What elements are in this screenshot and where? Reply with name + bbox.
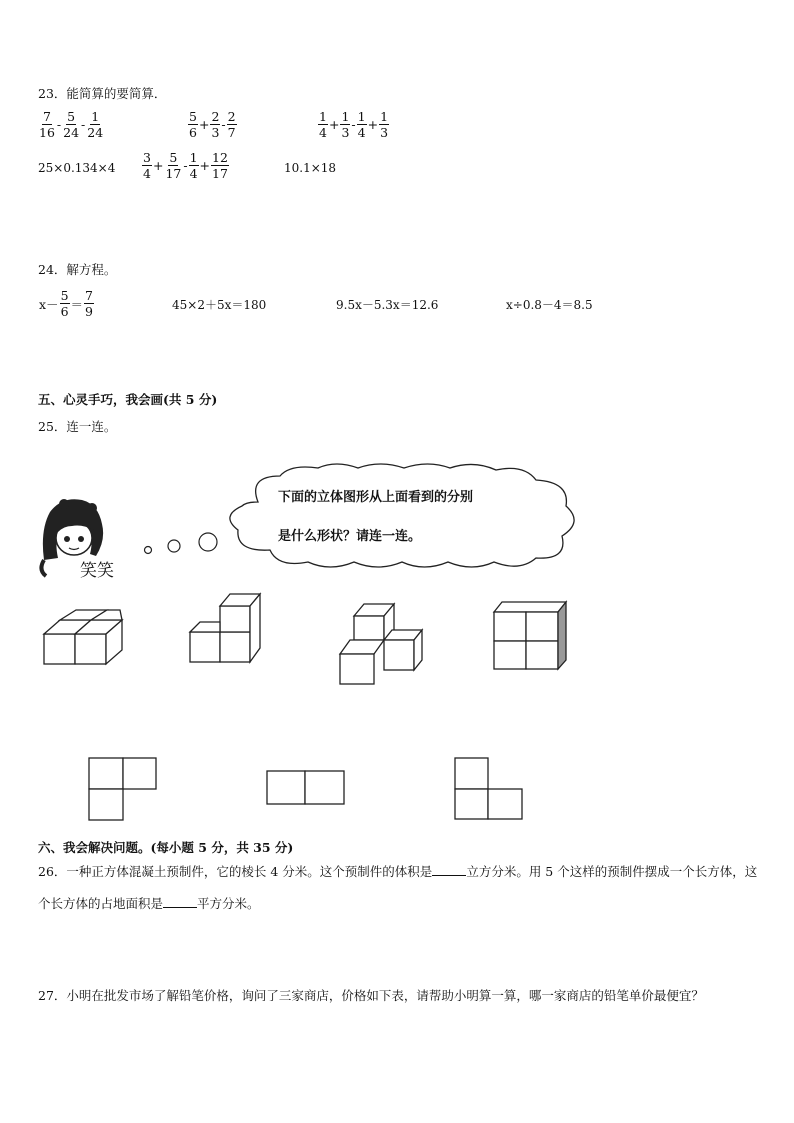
- q25-title: 25．连一连。: [38, 419, 117, 434]
- q23-expr-2: $\frac{5}{6}$ + $\frac{2}{3}$ - $\frac{2}{7}$: [189, 109, 236, 140]
- q24-title: 24．解方程。: [38, 262, 117, 277]
- solid-figure-4: [488, 598, 572, 674]
- thought-bubbles: [138, 528, 222, 558]
- cloud-text-line-1: 下面的立体图形从上面看到的分别: [278, 490, 474, 505]
- thought-cloud: [218, 462, 582, 570]
- section6-title: 六、我会解决问题。(每小题 5 分，共 35 分): [38, 840, 294, 855]
- q27-text: 27．小明在批发市场了解铅笔价格，询问了三家商店，价格如下表，请帮助小明算一算，哪一家商店的铅笔单价最便宜？: [38, 988, 704, 1003]
- section5-title: 五、心灵手巧，我会画(共 5 分): [38, 392, 218, 407]
- solid-figure-1: [40, 590, 130, 670]
- q23-expr-5: $\frac{3}{4}$ + $\frac{5}{17}$ - $\frac{1}{4}$ + $\frac{12}{17}$: [143, 150, 228, 181]
- girl-label: 笑笑: [80, 561, 114, 581]
- q23-expr-3: $\frac{1}{4}$ + $\frac{1}{3}$ - $\frac{1}{4}$ + $\frac{1}{3}$: [319, 109, 389, 140]
- q24-eq-3: 9.5x－5.3x＝12.6: [336, 298, 439, 312]
- q24-eq-1: x－ $\frac{5}{6}$ ＝ $\frac{7}{9}$: [39, 288, 93, 319]
- q23-title: 23．能简算的要简算．: [38, 86, 167, 101]
- cloud-text-line-2: 是什么形状？请连一连。: [278, 529, 422, 544]
- top-view-1: [86, 756, 160, 822]
- q26-text: 26．一种正方体混凝土预制件，它的棱长 4 分米。这个预制件的体积是 立方分米。用 5 个这样的预制件摆成一个长方体，这个长方体的占地面积是 平方分米。: [38, 864, 758, 911]
- q24-eq-4: x÷0.8－4＝8.5: [506, 298, 593, 312]
- top-view-2: [264, 768, 348, 808]
- solid-figure-3: [336, 598, 428, 690]
- q26-blank-2[interactable]: [163, 896, 197, 908]
- q24-eq-2: 45×2＋5x＝180: [172, 298, 267, 312]
- q26-blank-1[interactable]: [432, 864, 466, 876]
- solid-figure-2: [186, 588, 266, 668]
- q23-expr-6: 10.1×18: [284, 161, 337, 175]
- q23-expr-4: 25×0.134×4: [38, 161, 116, 175]
- top-view-3: [452, 756, 526, 822]
- q23-expr-1: $\frac{7}{16}$ - $\frac{5}{24}$ - $\frac{1}{24}$: [39, 109, 104, 140]
